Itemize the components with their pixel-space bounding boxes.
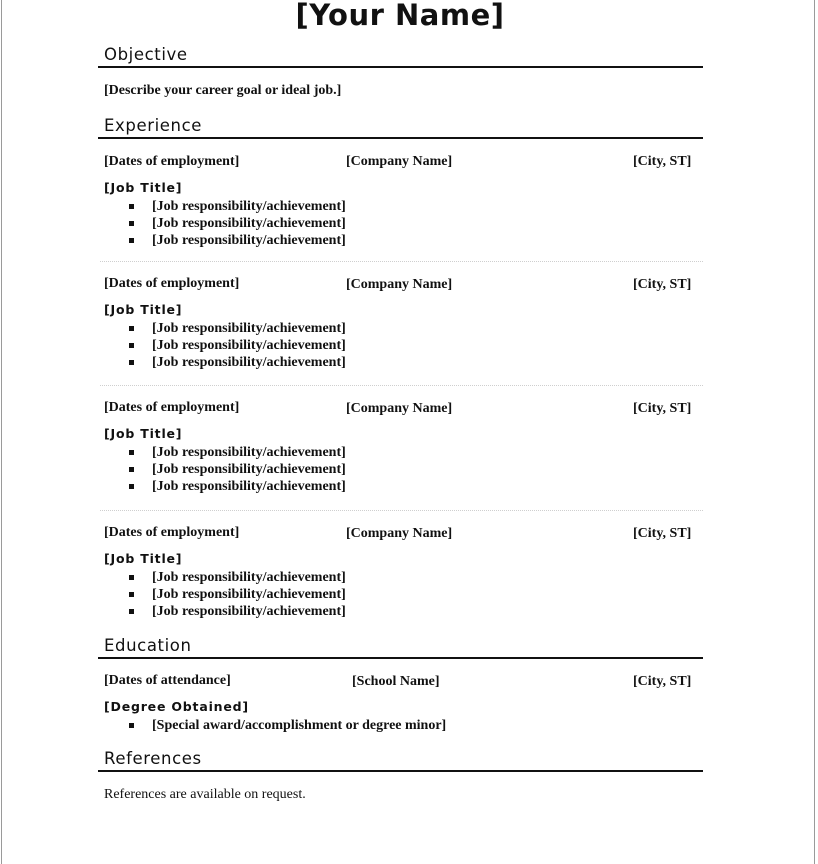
references-rule	[98, 770, 703, 772]
job-item[interactable]: [Job responsibility/achievement]	[152, 479, 346, 494]
job-item[interactable]: [Job responsibility/achievement]	[152, 199, 346, 214]
job-title[interactable]: [Job Title]	[104, 426, 183, 441]
bullet-icon	[129, 484, 134, 489]
job-item[interactable]: [Job responsibility/achievement]	[152, 445, 346, 460]
job-dates[interactable]: [Dates of employment]	[104, 400, 240, 415]
job-title[interactable]: [Job Title]	[104, 302, 183, 317]
bullet-icon	[129, 723, 134, 728]
references-text[interactable]: References are available on request.	[104, 787, 306, 802]
job-item[interactable]: [Job responsibility/achievement]	[152, 570, 346, 585]
job-dates[interactable]: [Dates of employment]	[104, 154, 240, 169]
experience-rule	[98, 137, 703, 139]
education-school[interactable]: [School Name]	[352, 674, 440, 689]
job-item[interactable]: [Job responsibility/achievement]	[152, 233, 346, 248]
degree-title[interactable]: [Degree Obtained]	[104, 699, 249, 714]
job-dates[interactable]: [Dates of employment]	[104, 525, 240, 540]
job-city[interactable]: [City, ST]	[633, 277, 692, 292]
bullet-icon	[129, 609, 134, 614]
job-item[interactable]: [Job responsibility/achievement]	[152, 587, 346, 602]
bullet-icon	[129, 204, 134, 209]
job-divider	[100, 385, 703, 386]
bullet-icon	[129, 360, 134, 365]
bullet-icon	[129, 592, 134, 597]
bullet-icon	[129, 343, 134, 348]
job-item[interactable]: [Job responsibility/achievement]	[152, 604, 346, 619]
job-title[interactable]: [Job Title]	[104, 551, 183, 566]
experience-heading: Experience	[104, 116, 203, 135]
bullet-icon	[129, 467, 134, 472]
job-item[interactable]: [Job responsibility/achievement]	[152, 355, 346, 370]
bullet-icon	[129, 450, 134, 455]
job-item[interactable]: [Job responsibility/achievement]	[152, 216, 346, 231]
job-company[interactable]: [Company Name]	[346, 154, 453, 169]
objective-rule	[98, 66, 703, 68]
bullet-icon	[129, 221, 134, 226]
objective-text[interactable]: [Describe your career goal or ideal job.]	[104, 83, 342, 98]
job-divider	[100, 261, 703, 262]
job-city[interactable]: [City, ST]	[633, 154, 692, 169]
education-heading: Education	[104, 636, 192, 655]
job-company[interactable]: [Company Name]	[346, 277, 453, 292]
job-dates[interactable]: [Dates of employment]	[104, 276, 240, 291]
job-item[interactable]: [Job responsibility/achievement]	[152, 462, 346, 477]
job-city[interactable]: [City, ST]	[633, 526, 692, 541]
job-title[interactable]: [Job Title]	[104, 180, 183, 195]
resume-name[interactable]: [Your Name]	[295, 0, 505, 32]
job-company[interactable]: [Company Name]	[346, 526, 453, 541]
bullet-icon	[129, 575, 134, 580]
page-border-left	[1, 0, 2, 864]
education-dates[interactable]: [Dates of attendance]	[104, 673, 231, 688]
job-divider	[100, 510, 703, 511]
objective-heading: Objective	[104, 45, 188, 64]
education-item[interactable]: [Special award/accomplishment or degree minor]	[152, 718, 447, 733]
job-item[interactable]: [Job responsibility/achievement]	[152, 321, 346, 336]
bullet-icon	[129, 326, 134, 331]
references-heading: References	[104, 749, 202, 768]
job-item[interactable]: [Job responsibility/achievement]	[152, 338, 346, 353]
job-company[interactable]: [Company Name]	[346, 401, 453, 416]
education-city[interactable]: [City, ST]	[633, 674, 692, 689]
bullet-icon	[129, 238, 134, 243]
education-rule	[98, 657, 703, 659]
job-city[interactable]: [City, ST]	[633, 401, 692, 416]
page-border-right	[814, 0, 815, 864]
